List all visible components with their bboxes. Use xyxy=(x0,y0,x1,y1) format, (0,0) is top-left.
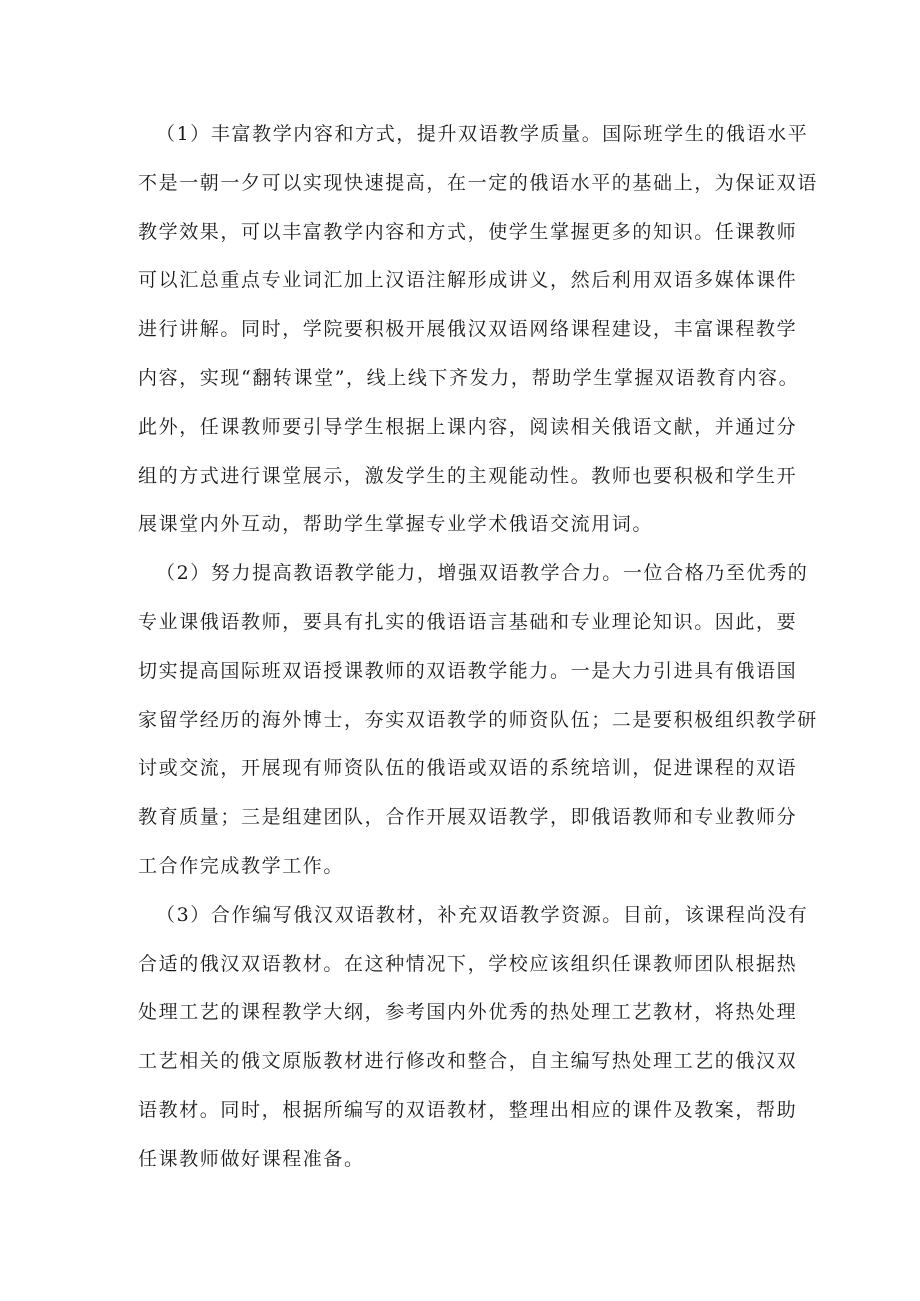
text-line: 教学效果，可以丰富教学内容和方式，使学生掌握更多的知识。任课教师 xyxy=(138,220,798,243)
text-line: 家留学经历的海外博士，夯实双语教学的师资队伍；二是要积极组织教学研 xyxy=(138,708,818,731)
text-line: 组的方式进行课堂展示，激发学生的主观能动性。教师也要积极和学生开 xyxy=(138,464,798,487)
document-body xyxy=(138,110,818,1184)
text-line: 不是一朝一夕可以实现快速提高，在一定的俄语水平的基础上，为保证双语 xyxy=(138,171,818,194)
text-line: 进行讲解。同时，学院要积极开展俄汉双语网络课程建设，丰富课程教学 xyxy=(138,318,798,341)
text-line: （1）丰富教学内容和方式，提升双语教学质量。国际班学生的俄语水平 xyxy=(156,123,809,145)
text-line: 展课堂内外互动，帮助学生掌握专业学术俄语交流用词。 xyxy=(138,513,654,536)
paragraph-1 xyxy=(138,110,818,549)
text-line: 合适的俄汉双语教材。在这种情况下，学校应该组织任课教师团队根据热 xyxy=(138,952,798,975)
text-line: 专业课俄语教师，要具有扎实的俄语语言基础和专业理论知识。因此，要 xyxy=(138,610,798,633)
text-line: 工合作完成教学工作。 xyxy=(138,854,345,877)
text-line: （3）合作编写俄汉双语教材，补充双语教学资源。目前，该课程尚没有 xyxy=(156,903,809,926)
text-line: 语教材。同时，根据所编写的双语教材，整理出相应的课件及教案，帮助 xyxy=(138,1098,798,1121)
text-line: 处理工艺的课程教学大纲，参考国内外优秀的热处理工艺教材，将热处理 xyxy=(138,1001,798,1024)
text-line: 任课教师做好课程准备。 xyxy=(138,1147,365,1170)
text-line: 可以汇总重点专业词汇加上汉语注解形成讲义，然后利用双语多媒体课件 xyxy=(138,269,798,292)
text-line: 此外，任课教师要引导学生根据上课内容，阅读相关俄语文献，并通过分 xyxy=(138,415,798,438)
text-line: 讨或交流，开展现有师资队伍的俄语或双语的系统培训，促进课程的双语 xyxy=(138,757,798,780)
text-line: 教育质量；三是组建团队，合作开展双语教学，即俄语教师和专业教师分 xyxy=(138,806,798,829)
text-line: 工艺相关的俄文原版教材进行修改和整合，自主编写热处理工艺的俄汉双 xyxy=(138,1050,798,1073)
paragraph-3 xyxy=(138,891,809,1184)
text-line: 切实提高国际班双语授课教师的双语教学能力。一是大力引进具有俄语国 xyxy=(138,659,798,682)
text-line: 内容，实现“翻转课堂”，线上线下齐发力，帮助学生掌握双语教育内容。 xyxy=(138,366,800,389)
text-line: （2）努力提高教语教学能力，增强双语教学合力。一位合格乃至优秀的 xyxy=(156,562,809,585)
paragraph-2 xyxy=(138,549,818,891)
